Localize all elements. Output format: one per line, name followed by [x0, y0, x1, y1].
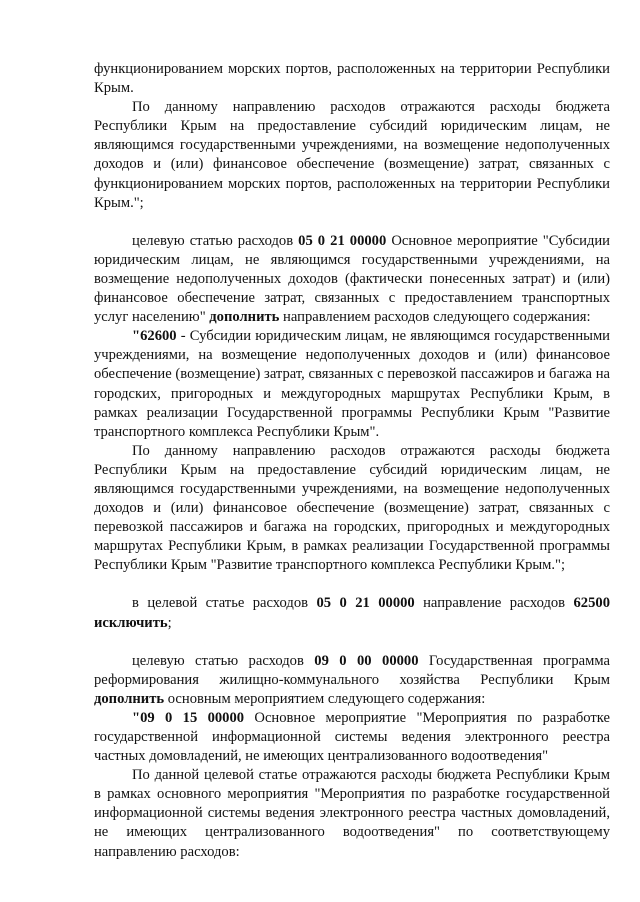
- budget-code: "62600: [132, 328, 177, 345]
- budget-code: "09 0 15 00000: [132, 709, 245, 726]
- spacer: [94, 633, 610, 652]
- paragraph-expenses-housing: По данной целевой статье отражаются расходы бюджета Республики Крым в рамках основного мероприятия "Мероприятия по разработке государственной информационной системы ведения электронного реестра частных домовладений, не имеющих централизованного водоотведения" по соответствующему направлению расходов:: [94, 767, 610, 860]
- budget-code: 05 0 21 00000: [316, 595, 415, 612]
- text: ;: [167, 614, 172, 631]
- paragraph-main-activity-09-0-15: [94, 709, 610, 766]
- budget-code: 62500: [573, 595, 610, 612]
- budget-code: 09 0 00 00000: [314, 652, 419, 669]
- paragraph-expenses-ports: По данному направлению расходов отражаются расходы бюджета Республики Крым на предоставление субсидий юридическим лицам, не являющимся государственными учреждениями, на возмещение недополученных доходов и (или) финансовое обеспечение (возмещение) затрат, связанных с функционированием морских портов, расположенных на территории Республики Крым.";: [94, 99, 610, 211]
- spacer: [94, 575, 610, 594]
- action-word: исключить: [94, 614, 168, 631]
- text: направлением расходов следующего содержания:: [279, 309, 591, 326]
- paragraph-exclude-62500: [94, 594, 610, 632]
- paragraph-expenses-transport: По данному направлению расходов отражаются расходы бюджета Республики Крым на предоставление субсидий юридическим лицам, не являющимся государственными учреждениями, на возмещение недополученных доходов и (или) финансовое обеспечение (возмещение) затрат, связанных с перевозкой пассажиров и багажа на городских, пригородных и междугородных маршрутах Республики Крым, в рамках реализации Государственной программы Республики Крым "Развитие транспортного комплекса Республики Крым.";: [94, 442, 610, 574]
- text: - Субсидии юридическим лицам, не являющимся государственными учреждениями, на возмещение недополученных доходов и (или) финансовое обеспечение (возмещение) затрат, связанных с перевозкой пассажиров и багажа на городских, пригородных и междугородных маршрутах Республики Крым, в рамках реализации Государственной программы Республики Крым "Развитие транспортного комплекса Республики Крым".: [94, 328, 610, 440]
- text: направление расходов: [414, 595, 574, 612]
- budget-code: 05 0 21 00000: [298, 232, 387, 249]
- spacer: [94, 213, 610, 232]
- paragraph-target-article-housing: [94, 652, 610, 709]
- paragraph-continuation: функционированием морских портов, расположенных на территории Республики Крым.: [94, 61, 610, 97]
- text: целевую статью расходов: [132, 652, 315, 669]
- text: Основное мероприятие "Субсидии юридическим лицам, не являющимся государственными учреждениями, на возмещение недополученных доходов (фактически понесенных затрат) и (или) финансовое обеспечение затрат, связанных с предоставлением транспортных услуг населению": [94, 232, 610, 326]
- text: в целевой статье расходов: [132, 595, 317, 612]
- paragraph-target-article-transport: [94, 232, 610, 327]
- action-word: дополнить: [209, 309, 280, 326]
- text: Основное мероприятие "Мероприятия по разработке государственной информационной системы ведения электронного реестра частных домовладений, не имеющих централизованного водоотведения": [94, 709, 610, 765]
- action-word: дополнить: [94, 690, 165, 707]
- text: основным мероприятием следующего содержания:: [164, 690, 486, 707]
- text: Государственная программа реформирования жилищно-коммунального хозяйства Республики Крым: [94, 652, 610, 688]
- text: целевую статью расходов: [132, 232, 299, 249]
- paragraph-direction-62600: [94, 327, 610, 442]
